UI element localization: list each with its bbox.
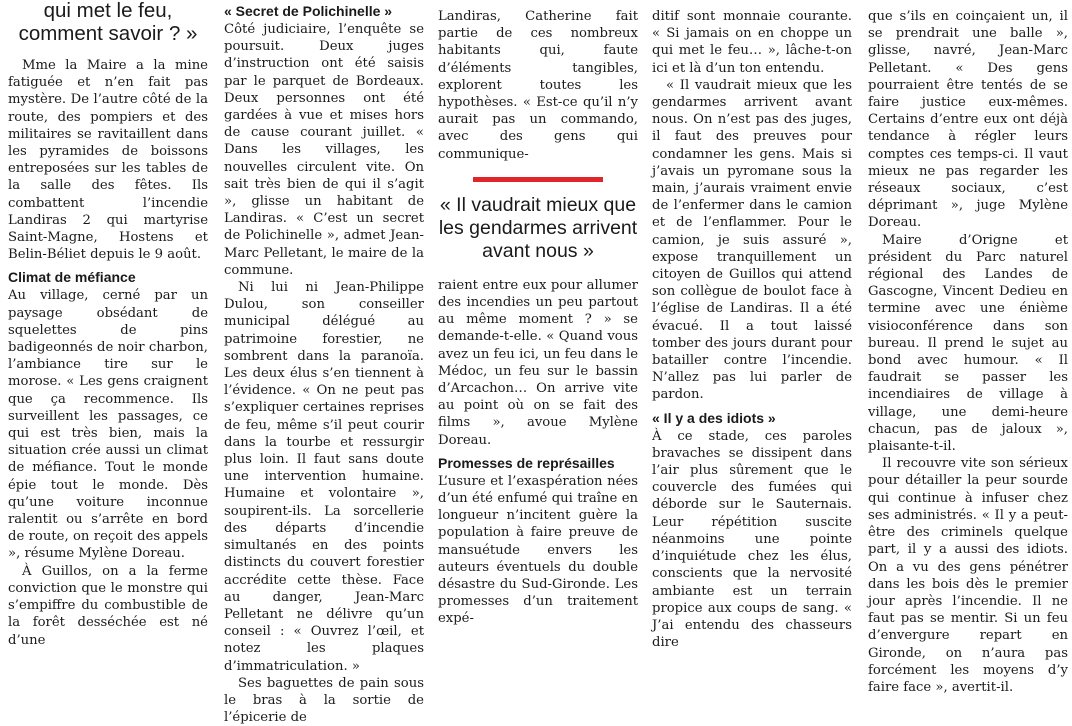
pull-quote bbox=[438, 177, 638, 263]
paragraph: Ni lui ni Jean-Philippe Dulou, son conseiller municipal délégué au patrimoine forestier, ne sombrent dans la paranoïa. Les deux élus s’en tiennent à l’évidence. « On ne peut pas s’expliquer certaines reprises de feu, même s’il peut courir dans la tourbe et ressurgir plus loin. Il faut sans doute une intervention humaine. Humaine et volontaire », soupirent-ils. La sorcellerie des départs d’incendie simultanés en des points distincts du couvert forestier accrédite cette thèse. Face au danger, Jean-Marc Pelletant ne délivre qu’un conseil : « Ouvrez l’œil, et notez les plaques d’immatriculation. » bbox=[224, 280, 424, 674]
paragraph: L’usure et l’exaspération nées d’un été enfumé qui traîne en longueur n’incitent guère la population à faire preuve de mansuétude envers les auteurs éventuels du double désastre du Sud-Gironde. Les promesses d’un traitement expé- bbox=[438, 473, 638, 627]
column-3-body bbox=[438, 8, 638, 628]
subheading: Climat de méfiance bbox=[8, 269, 136, 286]
paragraph: Ses baguettes de pain sous le bras à la sortie de l’épicerie de bbox=[224, 675, 424, 726]
headline-tail: qui met le feu, comment savoir ? » bbox=[18, 0, 198, 45]
pull-quote-rule bbox=[473, 177, 603, 182]
column-3 bbox=[438, 8, 638, 627]
column-4-body bbox=[652, 8, 852, 651]
column-4 bbox=[652, 8, 852, 651]
paragraph: ditif sont monnaie courante. « Si jamais on en choppe un qui met le feu… », lâche-t-on ici et là d’un ton entendu. bbox=[652, 9, 852, 76]
paragraph: Côté judiciaire, l’enquête se poursuit. Deux juges d’instruction ont été saisis par le parquet de Bordeaux. Deux personnes ont été gardées à vue et mises hors de cause courant juillet. « Dans les villages, les nouvelles circulent vite. On sait très bien de qui il s’agit », glisse un habitant de Landiras. « C’est un secret de Polichinelle », admet Jean-Marc Pelletant, le maire de la commune. bbox=[224, 22, 424, 278]
subheading: Promesses de représailles bbox=[438, 454, 615, 471]
paragraph: « Il vaudrait mieux que les gendarmes arrivent avant nous. On n’est pas des juges, il faut des preuves pour condamner les gens. Mais si j’avais un pyromane sous la main, j’aurais vraiment envie de l’enfermer dans le camion et de l’enflammer. Pour le camion, je suis assuré », expose tranquillement un citoyen de Guillos qui attend son collègue de boulot face à l’église de Landiras. Il a été évacué. Il a tout laissé tomber des jours durant pour batailler contre l’incendie. N’allez pas lui parler de pardon. bbox=[652, 77, 852, 403]
paragraph: que s’ils en coinçaient un, il se prendrait une balle », glisse, navré, Jean-Marc Pelletant. « Des gens pourraient être tentés de se faire justice eux-mêmes. Certains d’entre eux ont déjà tendance à régler leurs comptes ces temps-ci. Il vaut mieux ne pas regarder les réseaux sociaux, c’est déprimant », juge Mylène Doreau. bbox=[868, 9, 1068, 231]
paragraph: Au village, cerné par un paysage obsédant de squelettes de pins badigeonnés de noir charbon, l’ambiance tire sur le morose. « Les gens craignent que ça recommence. Ils surveillent les passages, ce qui est très bien, mais la situation crée aussi un climat de méfiance. Tout le monde épie tout le monde. Dès qu’une voiture inconnue ralentit ou s’arrête en bord de route, on reçoit des appels », résume Mylène Doreau. bbox=[8, 288, 208, 562]
subheading: « Il y a des idiots » bbox=[652, 409, 776, 426]
paragraph: Landiras, Catherine fait partie de ces nombreux habitants qui, faute d’éléments tangibles, explorent toutes les hypothèses. « Est-ce qu’il n’y aurait pas un commando, avec des gens qui communique- bbox=[438, 9, 638, 162]
column-5 bbox=[868, 8, 1068, 695]
column-1 bbox=[8, 0, 208, 648]
column-2-body bbox=[224, 3, 424, 726]
paragraph: Maire d’Origne et président du Parc naturel régional des Landes de Gascogne, Vincent Dedieu en termine avec une énième visioconférence dans son bureau. Il prend le sujet au bond avec humour. « Il faudrait se passer les incendiaires de village à village, une demi-heure chacun, pas de jaloux », plaisante-t-il. bbox=[868, 232, 1068, 455]
paragraph: raient entre eux pour allumer des incendies un peu partout au même moment ? » se demande-t-elle. « Quand vous avez un feu ici, un feu dans le Médoc, un feu sur le bassin d’Arcachon… On arrive vite au point où on se fait des films », avoue Mylène Doreau. bbox=[438, 277, 638, 448]
column-2 bbox=[224, 0, 424, 726]
paragraph: À ce stade, ces paroles bravaches se dissipent dans l’air plus sûrement que le couvercle des fumées qui déborde sur le Sauternais. Leur répétition suscite néanmoins une pointe d’inquiétude chez les élus, conscients que la nervosité ambiante est un terrain propice aux coups de sang. « J’ai entendu des chasseurs dire bbox=[652, 428, 852, 651]
paragraph: Mme la Maire a la mine fatiguée et n’en fait pas mystère. De l’autre côté de la route, des pompiers et des militaires se ravitaillent dans les pyramides de boissons entreposées sur les tables de la salle des fêtes. Ils combattent l’incendie Landiras 2 qui martyrise Saint-Magne, Hostens et Belin-Béliet depuis le 9 août. bbox=[8, 58, 208, 263]
paragraph: Il recouvre vite son sérieux pour détailler la peur sourde qui continue à infuser chez ses administrés. « Il y a peut-être des criminels quelque part, il y a aussi des idiots. On a vu des gens pénétrer dans les bois dès le premier jour après l’incendie. Il ne faut pas se mentir. Si un feu d’envergure repart en Gironde, on n’aura pas forcément les moyens d’y faire face », avertit-il. bbox=[868, 456, 1068, 695]
pull-quote-text: « Il vaudrait mieux que les gendarmes arrivent avant nous » bbox=[438, 193, 638, 262]
subheading: « Secret de Polichinelle » bbox=[224, 3, 393, 19]
column-1-body bbox=[8, 57, 208, 649]
column-5-body bbox=[868, 8, 1068, 696]
paragraph: À Guillos, on a la ferme conviction que le monstre qui s’empiffre du combustible de la forêt desséchée est né d’une bbox=[8, 563, 208, 648]
